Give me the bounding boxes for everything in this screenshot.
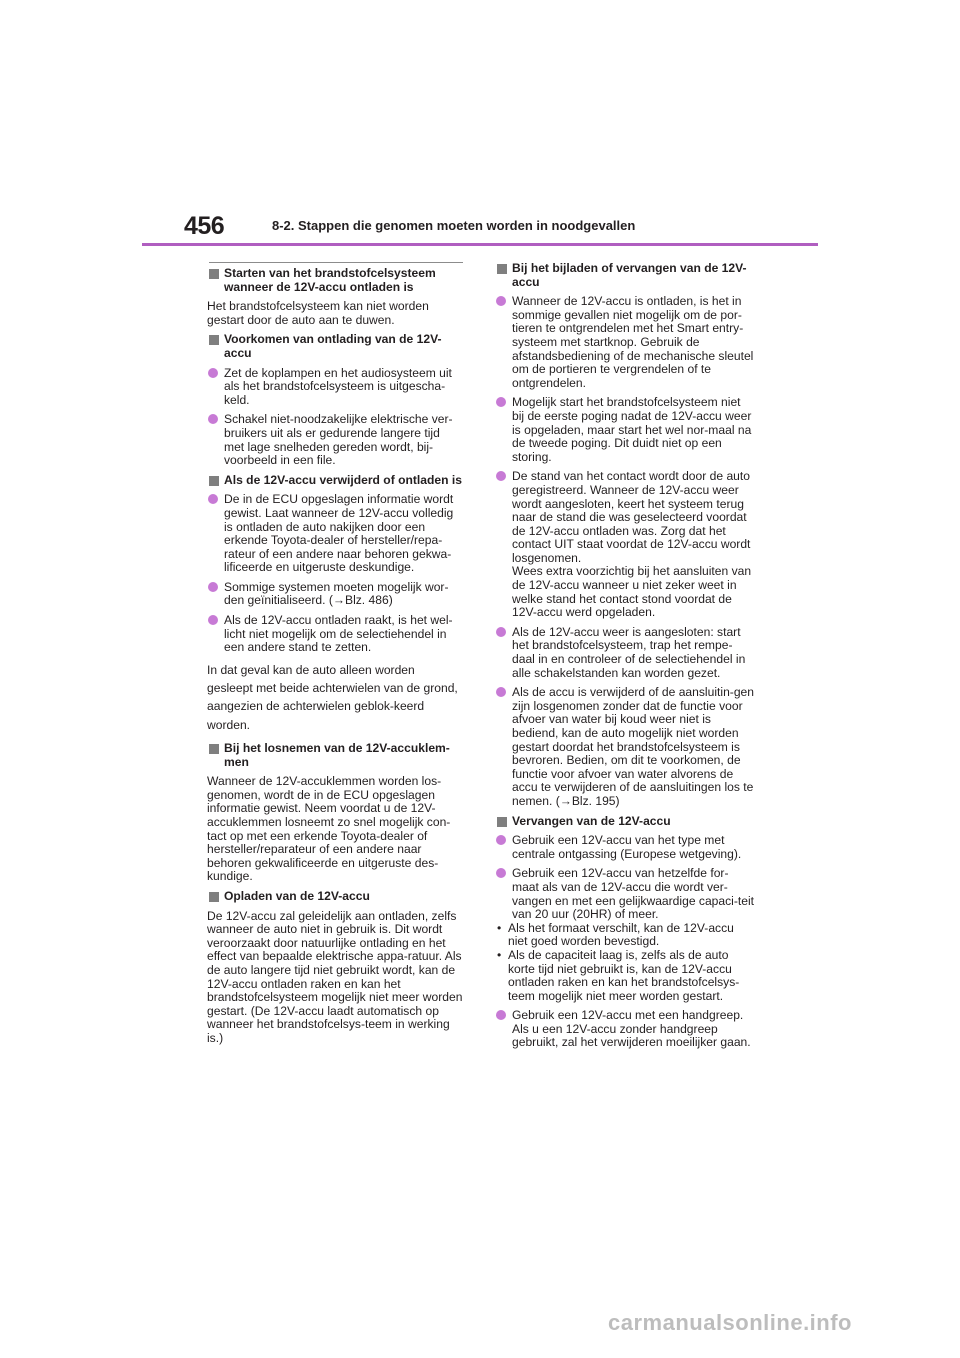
circle-bullet-icon — [496, 1010, 506, 1020]
paragraph: Wanneer de 12V-accuklemmen worden los-genomen, wordt de in de ECU opgeslagen informatie gewist. Neem voordat u de 12V-accuklemmen losneemt zo snel mogelijk con-tact op met een erkende Toyota-dealer of hersteller/reparateur of een andere naar behoren gekwalificeerde en uitgeruste des-kundige. — [207, 774, 451, 884]
heading-text: Als de 12V-accu verwijderd of ontladen is — [224, 472, 462, 487]
paragraph: Het brandstofcelsysteem kan niet worden gestart door de auto aan te duwen. — [207, 299, 429, 327]
square-bullet-icon — [497, 264, 507, 274]
circle-bullet-icon — [208, 582, 218, 592]
circle-bullet-icon — [496, 471, 506, 481]
bullet-item — [495, 626, 755, 680]
right-column — [495, 262, 755, 1056]
watermark: carmanualsonline.info — [608, 1310, 852, 1335]
bullet-text: Als de 12V-accu weer is aangesloten: start het brandstofcelsysteem, trap het rempe-daal in en controleer of de selectiehendel in alle schakelstanden kan worden gezet. — [512, 624, 746, 680]
bullet-item — [207, 493, 463, 575]
circle-bullet-icon — [496, 835, 506, 845]
sub-bullet-list — [495, 922, 755, 1004]
bullet-text: Gebruik een 12V-accu van het type met centrale ontgassing (Europese wetgeving). — [512, 833, 742, 861]
circle-bullet-icon — [208, 368, 218, 378]
bullet-item — [495, 834, 755, 861]
bullet-item — [495, 295, 755, 390]
section-heading — [207, 267, 463, 294]
bullet-item — [207, 367, 463, 408]
square-bullet-icon — [209, 892, 219, 902]
left-column — [207, 262, 463, 1052]
bullet-item — [495, 470, 755, 620]
circle-bullet-icon — [496, 296, 506, 306]
dot-bullet-icon: • — [497, 920, 502, 935]
square-bullet-icon — [209, 335, 219, 345]
section-heading — [495, 815, 755, 829]
heading-text: Starten van het brandstofcelsysteem wanneer de 12V-accu ontladen is — [224, 266, 436, 294]
section-heading — [207, 333, 463, 360]
circle-bullet-icon — [496, 627, 506, 637]
bullet-text: Als de 12V-accu ontladen raakt, is het wel-licht niet mogelijk om de selectiehendel in een andere stand te zetten. — [224, 613, 453, 655]
heading-text: Voorkomen van ontlading van de 12V-accu — [224, 332, 442, 360]
bullet-text: Wanneer de 12V-accu is ontladen, is het in sommige gevallen niet mogelijk om de por-tieren te ontgrendelen met het Smart entry-systeem met startknop. Gebruik de afstandsbediening of de mechanische sleutel om de portieren te vergrendelen of te ontgrendelen. — [512, 294, 754, 390]
bullet-text: De in de ECU opgeslagen informatie wordt gewist. Laat wanneer de 12V-accu volledig is ontladen de auto nakijken door een erkende Toyota-dealer of hersteller/repa-rateur of een andere naar behoren gekwa-lificeerde en uitgeruste deskundige. — [224, 492, 454, 575]
heading-text: Vervangen van de 12V-accu — [512, 813, 671, 828]
bullet-text: Zet de koplampen en het audiosysteem uit als het brandstofcelsysteem is uitgescha-keld. — [224, 365, 452, 407]
circle-bullet-icon — [496, 397, 506, 407]
circle-bullet-icon — [208, 494, 218, 504]
square-bullet-icon — [209, 476, 219, 486]
bullet-text: De stand van het contact wordt door de auto geregistreerd. Wanneer de 12V-accu weer wordt aangesloten, keert het systeem terug naar de stand die was geselecteerd voordat de 12V-accu ontladen was. Zorg dat het contact UIT staat voordat de 12V-accu wordt losgenomen. — [512, 469, 751, 565]
paragraph: De 12V-accu zal geleidelijk aan ontladen, zelfs wanneer de auto niet in gebruik is. Dit wordt veroorzaakt door natuurlijke ontlading en het effect van bepaalde elektrische appa-ratuur. Als de auto langere tijd niet gebruikt wordt, kan de 12V-accu ontladen raken en kan het brandstofcelsysteem mogelijk niet meer worden gestart. (De 12V-accu laadt automatisch op wanneer het brandstofcelsys-teem in werking is.) — [207, 908, 463, 1045]
bullet-item — [207, 413, 463, 467]
bullet-text: Gebruik een 12V-accu met een handgreep. Als u een 12V-accu zonder handgreep gebruikt, zal het verwijderen moeilijker gaan. — [512, 1008, 751, 1050]
heading-text: Opladen van de 12V-accu — [224, 888, 370, 903]
heading-text: Bij het bijladen of vervangen van de 12V-accu — [512, 261, 747, 289]
bullet-item — [495, 396, 755, 464]
section-heading — [207, 742, 463, 769]
section-heading — [207, 890, 463, 904]
circle-bullet-icon — [496, 868, 506, 878]
page-number: 456 — [184, 212, 225, 240]
circle-bullet-icon — [208, 615, 218, 625]
bullet-text: Sommige systemen moeten mogelijk wor-den geïnitialiseerd. (→Blz. 486) — [224, 579, 449, 608]
bullet-item — [495, 1009, 755, 1050]
circle-bullet-icon — [208, 414, 218, 424]
dot-bullet-icon: • — [497, 947, 502, 962]
circle-bullet-icon — [496, 687, 506, 697]
bullet-item — [495, 867, 755, 921]
sub-bullet-item — [495, 949, 755, 1003]
bullet-text: Schakel niet-noodzakelijke elektrische ver-bruikers uit als er gedurende langere tijd met lage snelheden gereden wordt, bij-voorbeeld in een file. — [224, 412, 453, 468]
bullet-text: Wees extra voorzichtig bij het aansluiten van de 12V-accu wanneer u niet zeker weet in welke stand het contact stond voordat de 12V-accu werd opgeladen. — [512, 564, 752, 620]
section-rule — [209, 262, 463, 263]
sub-bullet-text: Als de capaciteit laag is, zelfs als de auto korte tijd niet gebruikt is, kan de 12V-accu ontladen raken en kan het brandstofcelsys-teem mogelijk niet meer worden gestart. — [508, 947, 740, 1003]
square-bullet-icon — [209, 269, 219, 279]
sub-bullet-item — [495, 922, 755, 949]
bullet-item — [207, 614, 463, 655]
square-bullet-icon — [209, 744, 219, 754]
bullet-text: Mogelijk start het brandstofcelsysteem niet bij de eerste poging nadat de 12V-accu weer is opgeladen, maar start het wel nor-maal na de tweede poging. Dit duidt niet op een storing. — [512, 395, 752, 464]
bullet-item — [207, 581, 463, 608]
bullet-item — [495, 686, 755, 808]
header-rule — [142, 243, 818, 246]
paragraph: In dat geval kan de auto alleen worden gesleept met beide achterwielen van de grond, aangezien de achterwielen geblok-keerd worden. — [207, 662, 458, 732]
section-heading — [207, 474, 463, 488]
square-bullet-icon — [497, 817, 507, 827]
sub-bullet-text: Als het formaat verschilt, kan de 12V-accu niet goed worden bevestigd. — [508, 920, 734, 949]
heading-text: Bij het losnemen van de 12V-accuklem-men — [224, 741, 450, 769]
bullet-text: Gebruik een 12V-accu van hetzelfde for-maat als van de 12V-accu die wordt ver-vangen en met een gelijkwaardige capaci-teit van 20 uur (20HR) of meer. — [512, 866, 755, 922]
chapter-title: 8-2. Stappen die genomen moeten worden in noodgevallen — [272, 218, 636, 233]
section-heading — [495, 262, 755, 289]
bullet-text: Als de accu is verwijderd of de aansluitin-gen zijn losgenomen zonder dat de functie voor afvoer van water bij koud weer niet is bediend, kan de auto mogelijk niet worden gestart doordat het brandstofcelsysteem is bevroren. Bedien, om dit te voorkomen, de functie voor afvoer van water alvorens de accu te verwijderen of de aansluitingen los te nemen. (→Blz. 195) — [512, 685, 755, 808]
